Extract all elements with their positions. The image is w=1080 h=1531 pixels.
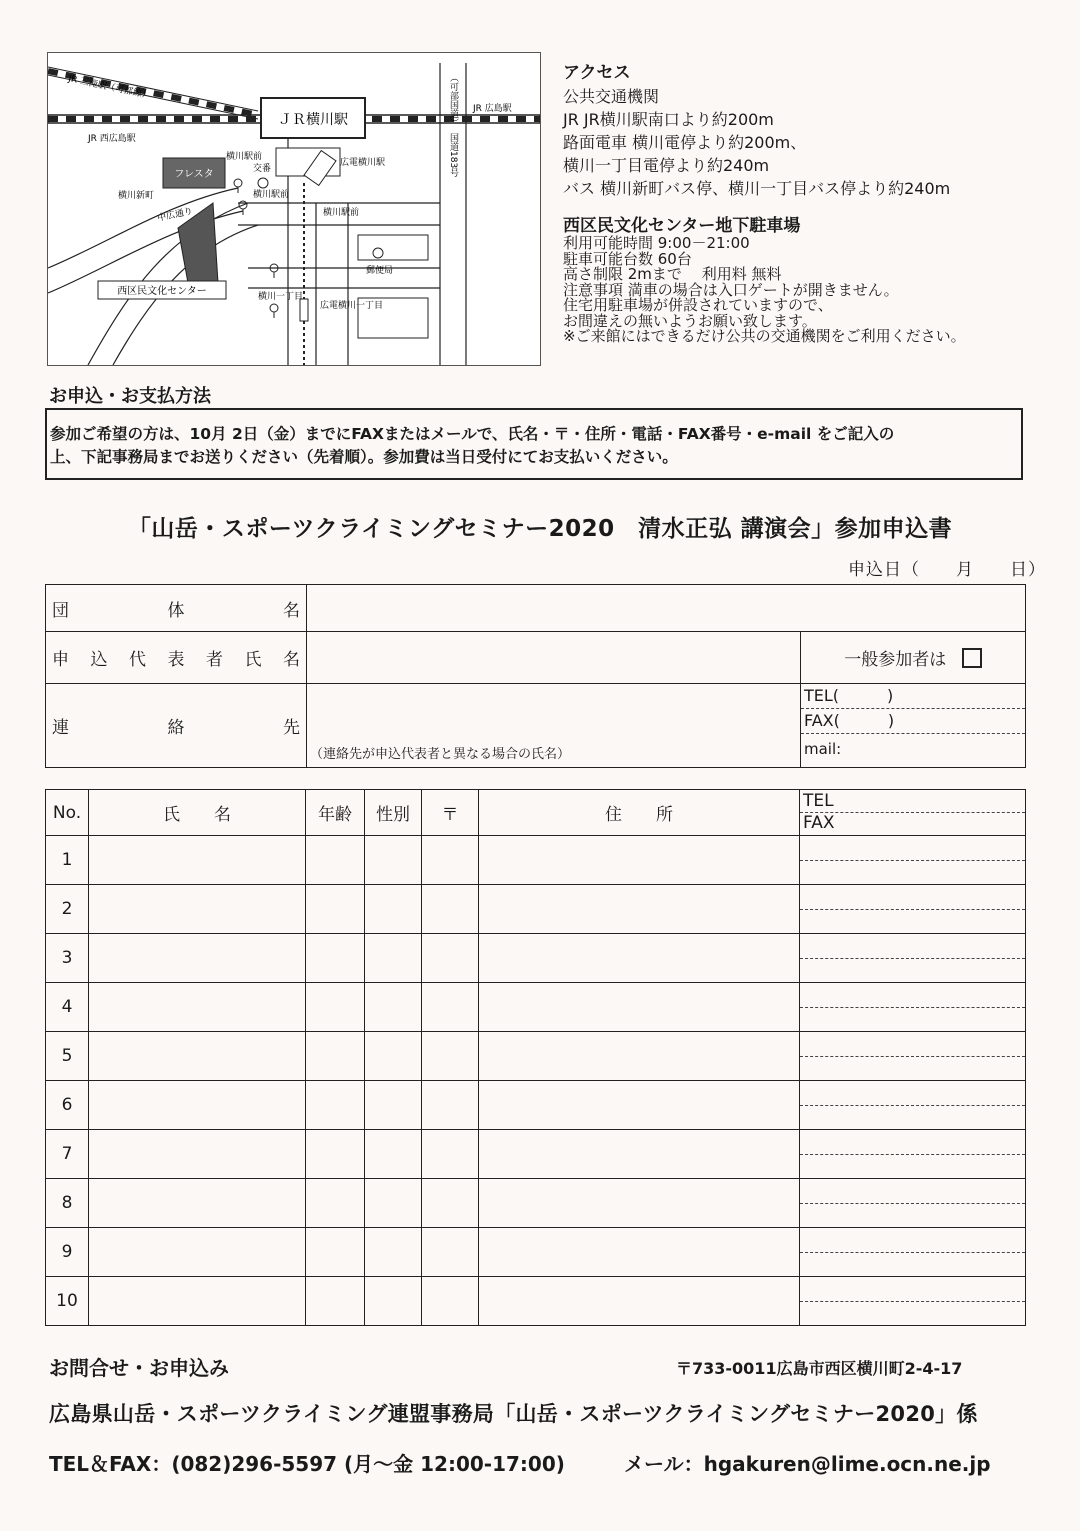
map-nakahiro-dori: 中広通り [156, 206, 194, 224]
name-cell[interactable] [89, 934, 306, 983]
office-tel: TEL＆FAX：(082)296-5597 (月～金 12:00-17:00) [49, 1452, 565, 1476]
row-number: 3 [46, 934, 89, 983]
address-cell[interactable] [479, 836, 800, 885]
mail-field[interactable]: mail: [804, 740, 842, 758]
age-cell[interactable] [306, 983, 365, 1032]
address-cell[interactable] [479, 983, 800, 1032]
name-cell[interactable] [89, 1277, 306, 1326]
contact-label [46, 684, 307, 768]
map-hiroden-itchome: 広電横川一丁目 [320, 301, 384, 311]
map-yokogawa-eki: 横川駅前 [253, 190, 290, 200]
form-title: 「山岳・スポーツクライミングセミナー2020 清水正弘 講演会」参加申込書 [127, 516, 953, 542]
tel-fax-divider [800, 1301, 1025, 1302]
parking-title: 西区民文化センター地下駐車場 [563, 216, 801, 236]
row-number: 9 [46, 1228, 89, 1277]
access-line: 公共交通機関 [563, 87, 660, 106]
zip-cell[interactable] [422, 1228, 479, 1277]
representative-text [46, 645, 306, 670]
fax-field[interactable]: FAX( ) [801, 709, 1025, 734]
sex-cell[interactable] [365, 1179, 422, 1228]
row-number: 1 [46, 836, 89, 885]
parking-info [563, 216, 1073, 345]
row-number: 7 [46, 1130, 89, 1179]
access-map [47, 52, 541, 366]
contact-note: （連絡先が申込代表者と異なる場合の氏名） [310, 747, 571, 762]
map-freshta: フレスタ [174, 169, 214, 180]
name-cell[interactable] [89, 983, 306, 1032]
map-line-nishi-hiroshima: JR 西広島駅 [88, 134, 136, 144]
participant-row [46, 1277, 1026, 1326]
label-char: 代 [129, 650, 146, 670]
address-cell[interactable] [479, 885, 800, 934]
parking-line: ※ご来館にはできるだけ公共の交通機関をご利用ください。 [563, 327, 966, 345]
label-char: 込 [90, 650, 108, 670]
participant-row [46, 1081, 1026, 1130]
address-cell[interactable] [479, 1032, 800, 1081]
sex-cell[interactable] [365, 836, 422, 885]
label-char: 申 [52, 650, 69, 670]
office-mail[interactable]: メール：hgakuren@lime.ocn.ne.jp [624, 1452, 991, 1476]
zip-cell[interactable] [422, 1179, 479, 1228]
tel-fax-cell[interactable] [800, 1179, 1026, 1228]
map-line-kabe: JR 三滝駅（可部線） [67, 74, 152, 102]
access-line: 路面電車 横川電停より約200m、 [563, 133, 807, 152]
contact-details-cell [801, 684, 1026, 768]
name-cell[interactable] [89, 885, 306, 934]
zip-cell[interactable] [422, 1130, 479, 1179]
parking-line: 高さ制限 2mまで 利用料 無料 [563, 265, 782, 283]
row-number: 5 [46, 1032, 89, 1081]
contact-name-field[interactable] [307, 684, 801, 768]
sex-cell[interactable] [365, 983, 422, 1032]
method-line-2: 上、下記事務局までお送りください（先着順）。参加費は当日受付にてお支払いください。 [50, 448, 678, 466]
map-jr-station: ＪＲ横川駅 [278, 112, 348, 128]
participant-row [46, 1032, 1026, 1081]
parking-line: 駐車可能台数 60台 [563, 249, 692, 268]
participant-row [46, 1179, 1026, 1228]
access-line: JR JR横川駅南口より約200m [563, 110, 774, 129]
group-name-label [46, 585, 307, 632]
office-address: 〒733-0011広島市西区横川町2-4-17 [676, 1359, 963, 1378]
zip-cell[interactable] [422, 1277, 479, 1326]
col-no: No. [46, 790, 89, 836]
group-name-text [46, 596, 306, 621]
map-route-kabe: （可部国道） [448, 73, 458, 127]
label-char: 絡 [167, 718, 185, 738]
label-char: 名 [283, 650, 300, 670]
age-cell[interactable] [306, 885, 365, 934]
zip-cell[interactable] [422, 983, 479, 1032]
zip-cell[interactable] [422, 1081, 479, 1130]
age-cell[interactable] [306, 1179, 365, 1228]
row-number: 2 [46, 885, 89, 934]
participant-row [46, 885, 1026, 934]
row-number: 10 [46, 1277, 89, 1326]
access-line: 横川一丁目電停より約240m [563, 156, 770, 175]
parking-line: 住宅用駐車場が併設されていますので、 [563, 296, 833, 314]
map-koban: 交番 [253, 164, 272, 174]
parking-line: お間違えの無いようお願い致します。 [563, 311, 817, 330]
label-char: 名 [283, 600, 300, 621]
label-char: 連 [52, 718, 69, 738]
age-cell[interactable] [306, 1277, 365, 1326]
method-line-1: 参加ご希望の方は、10月 2日（金）までにFAXまたはメールで、氏名・〒・住所・電話・FAX番号・e-mail をご記入の [50, 425, 895, 443]
participant-row [46, 1228, 1026, 1277]
tel-fax-cell[interactable] [800, 1032, 1026, 1081]
tel-fax-divider [800, 1154, 1025, 1155]
tel-fax-cell[interactable] [800, 934, 1026, 983]
participant-row [46, 836, 1026, 885]
age-cell[interactable] [306, 836, 365, 885]
tel-fax-cell[interactable] [800, 1228, 1026, 1277]
col-zip: 〒 [422, 790, 479, 836]
sex-cell[interactable] [365, 1130, 422, 1179]
age-cell[interactable] [306, 1228, 365, 1277]
access-line: バス 横川新町バス停、横川一丁目バス停より約240m [563, 179, 951, 198]
row-number: 6 [46, 1081, 89, 1130]
tel-fax-divider [800, 860, 1025, 861]
age-cell[interactable] [306, 934, 365, 983]
zip-cell[interactable] [422, 1032, 479, 1081]
col-name: 氏 名 [89, 790, 306, 836]
map-line-hiroshima: JR 広島駅 [473, 104, 512, 114]
col-fax: FAX [803, 813, 835, 833]
participant-row [46, 1130, 1026, 1179]
age-cell[interactable] [306, 1130, 365, 1179]
map-yokogawa-eki2: 横川駅前 [323, 208, 360, 218]
general-participant-checkbox[interactable] [962, 648, 982, 668]
access-info [563, 62, 1063, 200]
name-cell[interactable] [89, 1179, 306, 1228]
representative-field[interactable] [307, 632, 801, 684]
col-tel-fax [800, 790, 1026, 836]
access-title: アクセス [563, 63, 631, 83]
tel-fax-cell[interactable] [800, 1130, 1026, 1179]
name-cell[interactable] [89, 1130, 306, 1179]
tel-fax-divider [800, 1007, 1025, 1008]
age-cell[interactable] [306, 1032, 365, 1081]
row-number: 4 [46, 983, 89, 1032]
col-sex: 性別 [365, 790, 422, 836]
participants-table [45, 789, 1026, 1326]
contact-heading: お問合せ・お申込み [49, 1356, 229, 1380]
label-char: 団 [52, 600, 69, 621]
tel-fax-divider [800, 1203, 1025, 1204]
method-title: お申込・お支払方法 [49, 386, 211, 407]
address-cell[interactable] [479, 1228, 800, 1277]
participants-body [46, 836, 1026, 1326]
sex-cell[interactable] [365, 934, 422, 983]
name-cell[interactable] [89, 1081, 306, 1130]
general-participant-cell [801, 632, 1026, 684]
participant-row [46, 934, 1026, 983]
label-char: 者 [206, 650, 223, 670]
map-yokogawa-ekimae: 横川駅前 [226, 152, 263, 162]
application-date[interactable]: 申込日（ 月 日） [848, 560, 1046, 580]
tel-fax-cell[interactable] [800, 836, 1026, 885]
map-yubinkyoku: 郵便局 [366, 266, 394, 276]
general-participant-label: 一般参加者は [844, 650, 947, 670]
group-name-field[interactable] [307, 585, 1026, 632]
zip-cell[interactable] [422, 885, 479, 934]
sex-cell[interactable] [365, 885, 422, 934]
col-address: 住 所 [479, 790, 800, 836]
label-char: 体 [167, 600, 185, 621]
row-number: 8 [46, 1179, 89, 1228]
address-cell[interactable] [479, 1081, 800, 1130]
tel-fax-cell[interactable] [800, 1081, 1026, 1130]
map-center: 西区民文化センター [117, 286, 207, 297]
contact-text [46, 713, 306, 738]
sex-cell[interactable] [365, 1277, 422, 1326]
sex-cell[interactable] [365, 1228, 422, 1277]
col-age: 年齢 [306, 790, 365, 836]
map-route-183: 国道183号 [448, 133, 458, 178]
age-cell[interactable] [306, 1081, 365, 1130]
tel-fax-divider [800, 1252, 1025, 1253]
address-cell[interactable] [479, 934, 800, 983]
label-char: 氏 [244, 650, 262, 670]
map-yokogawa-itchome: 横川一丁目 [258, 292, 304, 302]
map-yokogawa-shinmachi: 横川新町 [118, 191, 155, 201]
map-hiroden-yokogawa: 広電横川駅 [340, 158, 386, 168]
col-tel: TEL [800, 791, 1025, 813]
parking-line: 利用可能時間 9:00－21:00 [563, 234, 750, 252]
tel-fax-cell[interactable] [800, 1277, 1026, 1326]
tel-fax-divider [800, 1105, 1025, 1106]
address-cell[interactable] [479, 1277, 800, 1326]
tel-fax-cell[interactable] [800, 983, 1026, 1032]
method-box [45, 408, 1023, 480]
address-cell[interactable] [479, 1179, 800, 1228]
tel-fax-divider [800, 958, 1025, 959]
participants-header [46, 790, 1026, 836]
sex-cell[interactable] [365, 1081, 422, 1130]
label-char: 表 [167, 650, 185, 670]
sex-cell[interactable] [365, 1032, 422, 1081]
tel-fax-cell[interactable] [800, 885, 1026, 934]
applicant-table [45, 584, 1026, 768]
zip-cell[interactable] [422, 836, 479, 885]
parking-line: 注意事項 満車の場合は入口ゲートが開きません。 [563, 280, 899, 299]
participant-row [46, 983, 1026, 1032]
name-cell[interactable] [89, 1228, 306, 1277]
tel-fax-divider [800, 1056, 1025, 1057]
label-char: 先 [283, 718, 300, 738]
office-name: 広島県山岳・スポーツクライミング連盟事務局「山岳・スポーツクライミングセミナー2020」係 [49, 1402, 978, 1426]
address-cell[interactable] [479, 1130, 800, 1179]
tel-field[interactable]: TEL( ) [801, 684, 1025, 709]
tel-fax-divider [800, 909, 1025, 910]
zip-cell[interactable] [422, 934, 479, 983]
representative-label [46, 632, 307, 684]
name-cell[interactable] [89, 836, 306, 885]
name-cell[interactable] [89, 1032, 306, 1081]
